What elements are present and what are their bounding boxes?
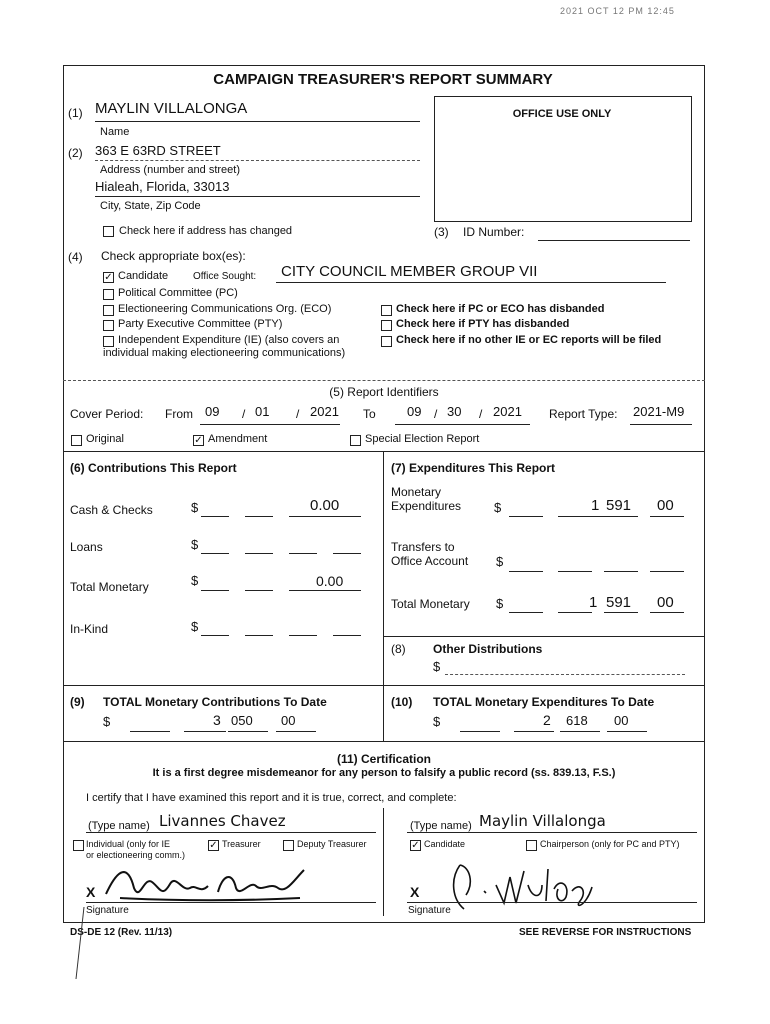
candidate-typed-name[interactable]: Maylin Villalonga: [479, 812, 606, 830]
s10-thousands[interactable]: 2: [543, 712, 551, 728]
exp-dollar: $: [494, 500, 502, 515]
total-expenditures-label: Total Monetary: [391, 597, 470, 611]
certification-warning: It is a first degree misdemeanor for any person to falsify a public record (ss. 839.13, F.S.): [152, 767, 616, 779]
total-dollar: $: [191, 573, 199, 588]
id-number-field[interactable]: [538, 240, 690, 241]
exp-cents[interactable]: 00: [657, 497, 674, 514]
in-kind-dollar: $: [191, 619, 199, 634]
pty-label: Party Executive Committee (PTY): [118, 318, 283, 330]
address-label: Address (number and street): [100, 164, 241, 176]
loans-label: Loans: [70, 540, 103, 554]
s2-number: (2): [68, 146, 83, 160]
treasurer-label: Treasurer: [222, 839, 261, 849]
id-number-label: ID Number:: [463, 225, 525, 239]
in-kind-label: In-Kind: [70, 622, 109, 636]
s4-number: (4): [68, 250, 83, 264]
s9-number: (9): [70, 695, 85, 709]
s9-dollar: $: [103, 714, 111, 729]
ie-label-2: individual making electioneering communications): [103, 347, 346, 359]
to-label: To: [363, 407, 376, 421]
cash-checks-amount[interactable]: 0.00: [310, 497, 340, 514]
to-day[interactable]: 30: [447, 404, 462, 419]
monetary-expenditures-label-2: Expenditures: [391, 499, 462, 513]
form-title: CAMPAIGN TREASURER'S REPORT SUMMARY: [213, 71, 553, 88]
individual-label: Individual (only for IE: [86, 839, 171, 849]
city-label: City, State, Zip Code: [100, 200, 201, 212]
from-slash-2: /: [296, 407, 300, 421]
s3-number: (3): [434, 225, 449, 239]
scan-mark: [70, 905, 90, 985]
transfers-label-2: Office Account: [391, 554, 469, 568]
s10-cents[interactable]: 00: [614, 713, 629, 728]
pc-disbanded-checkbox[interactable]: [381, 305, 392, 316]
to-year[interactable]: 2021: [493, 404, 522, 419]
report-type-value[interactable]: 2021-M9: [633, 404, 685, 419]
other-distributions-title: Other Distributions: [433, 642, 543, 656]
s1-number: (1): [68, 106, 83, 120]
signature-label-right: Signature: [408, 905, 451, 916]
certify-statement: I certify that I have examined this report and it is true, correct, and complete:: [86, 792, 457, 804]
pc-checkbox[interactable]: [103, 289, 114, 300]
treasurer-typed-name[interactable]: Livannes Chavez: [159, 812, 286, 830]
check-boxes-heading: Check appropriate box(es):: [101, 249, 246, 263]
amendment-label: Amendment: [208, 433, 268, 445]
eco-label: Electioneering Communications Org. (ECO): [118, 303, 332, 315]
loans-field[interactable]: [333, 553, 361, 554]
no-other-ie-checkbox[interactable]: [381, 336, 392, 347]
no-other-ie-label: Check here if no other IE or EC reports will be filed: [396, 334, 662, 346]
monetary-expenditures-label-1: Monetary: [391, 485, 442, 499]
candidate-cert-label: Candidate: [424, 839, 466, 849]
pty-checkbox[interactable]: [103, 320, 114, 331]
s10-dollar: $: [433, 714, 441, 729]
from-label: From: [165, 407, 193, 421]
type-name-label-left: (Type name): [88, 820, 150, 832]
s10-number: (10): [391, 695, 413, 709]
pc-disbanded-label: Check here if PC or ECO has disbanded: [396, 303, 605, 315]
total-expenditures-to-date-title: TOTAL Monetary Expenditures To Date: [433, 695, 655, 709]
to-slash-2: /: [479, 407, 483, 421]
transfers-field[interactable]: [650, 571, 684, 572]
s9-cents[interactable]: 00: [281, 713, 296, 728]
pty-disbanded-label: Check here if PTY has disbanded: [396, 318, 570, 330]
from-year[interactable]: 2021: [310, 404, 339, 419]
pc-label: Political Committee (PC): [118, 287, 238, 299]
city-state-zip[interactable]: Hialeah, Florida, 33013: [95, 179, 230, 194]
to-month[interactable]: 09: [407, 404, 422, 419]
transfers-dollar: $: [496, 554, 504, 569]
chairperson-label: Chairperson (only for PC and PTY): [540, 839, 680, 849]
eco-checkbox[interactable]: [103, 305, 114, 316]
candidate-checkbox[interactable]: ✓: [104, 272, 113, 283]
total-exp-hundreds[interactable]: 591: [606, 594, 632, 611]
received-stamp: 2021 OCT 12 PM 12:45: [560, 6, 675, 16]
office-sought-value[interactable]: CITY COUNCIL MEMBER GROUP VII: [281, 263, 538, 280]
exp-thousands[interactable]: 1: [591, 497, 600, 514]
to-slash-1: /: [434, 407, 438, 421]
cover-period-label: Cover Period:: [70, 407, 144, 421]
individual-label-2: or electioneering comm.): [86, 850, 186, 860]
address-changed-checkbox[interactable]: [103, 226, 114, 237]
from-day[interactable]: 01: [255, 404, 270, 419]
reverse-instructions: SEE REVERSE FOR INSTRUCTIONS: [519, 927, 692, 938]
street-address[interactable]: 363 E 63RD STREET: [95, 143, 221, 158]
candidate-signature: [430, 855, 600, 915]
office-sought-label: Office Sought:: [193, 271, 257, 282]
from-month[interactable]: 09: [205, 404, 220, 419]
total-monetary-label: Total Monetary: [70, 580, 149, 594]
office-use-label: OFFICE USE ONLY: [512, 108, 612, 120]
total-exp-cents[interactable]: 00: [657, 594, 674, 611]
signature-x-left: X: [86, 884, 96, 900]
signature-x-right: X: [410, 884, 420, 900]
candidate-cert-checkbox[interactable]: ✓: [411, 840, 420, 851]
individual-checkbox[interactable]: [73, 840, 84, 851]
other-distributions-field[interactable]: [445, 674, 685, 675]
cash-checks-label: Cash & Checks: [70, 503, 153, 517]
original-label: Original: [86, 433, 124, 445]
special-election-label: Special Election Report: [365, 433, 480, 445]
deputy-treasurer-label: Deputy Treasurer: [297, 839, 367, 849]
s9-hundreds[interactable]: 050: [231, 713, 253, 728]
from-slash-1: /: [242, 407, 246, 421]
loans-dollar: $: [191, 537, 199, 552]
name-label: Name: [100, 126, 130, 138]
contributions-title: (6) Contributions This Report: [70, 461, 237, 475]
in-kind-field[interactable]: [333, 635, 361, 636]
report-type-label: Report Type:: [549, 407, 618, 421]
s8-number: (8): [391, 642, 406, 656]
pty-disbanded-checkbox[interactable]: [381, 320, 392, 331]
total-exp-thousands[interactable]: 1: [589, 594, 598, 611]
transfers-label-1: Transfers to: [391, 540, 455, 554]
ie-label-1: Independent Expenditure (IE) (also covers an: [118, 334, 340, 346]
s9-thousands[interactable]: 3: [213, 712, 221, 728]
signature-label-left: Signature: [86, 905, 129, 916]
certification-title: (11) Certification: [336, 752, 432, 766]
chairperson-checkbox[interactable]: [526, 840, 537, 851]
special-election-checkbox[interactable]: [350, 435, 361, 446]
report-identifiers-title: (5) Report Identifiers: [329, 385, 439, 399]
s10-hundreds[interactable]: 618: [566, 713, 588, 728]
original-checkbox[interactable]: [71, 435, 82, 446]
treasurer-signature: [100, 858, 310, 908]
other-dollar: $: [433, 659, 441, 674]
ie-checkbox[interactable]: [103, 336, 114, 347]
deputy-treasurer-checkbox[interactable]: [283, 840, 294, 851]
type-name-label-right: (Type name): [410, 820, 472, 832]
candidate-name[interactable]: MAYLIN VILLALONGA: [95, 100, 248, 117]
treasurer-checkbox[interactable]: ✓: [209, 840, 218, 851]
address-changed-label: Check here if address has changed: [119, 225, 293, 237]
total-contributions-amount[interactable]: 0.00: [316, 573, 344, 589]
expenditures-title: (7) Expenditures This Report: [391, 461, 556, 475]
cash-dollar: $: [191, 500, 199, 515]
amendment-checkbox[interactable]: ✓: [194, 435, 203, 446]
total-exp-dollar: $: [496, 596, 504, 611]
candidate-label: Candidate: [118, 270, 169, 282]
form-number: DS-DE 12 (Rev. 11/13): [70, 927, 173, 938]
total-contributions-to-date-title: TOTAL Monetary Contributions To Date: [103, 695, 327, 709]
exp-hundreds[interactable]: 591: [606, 497, 632, 514]
